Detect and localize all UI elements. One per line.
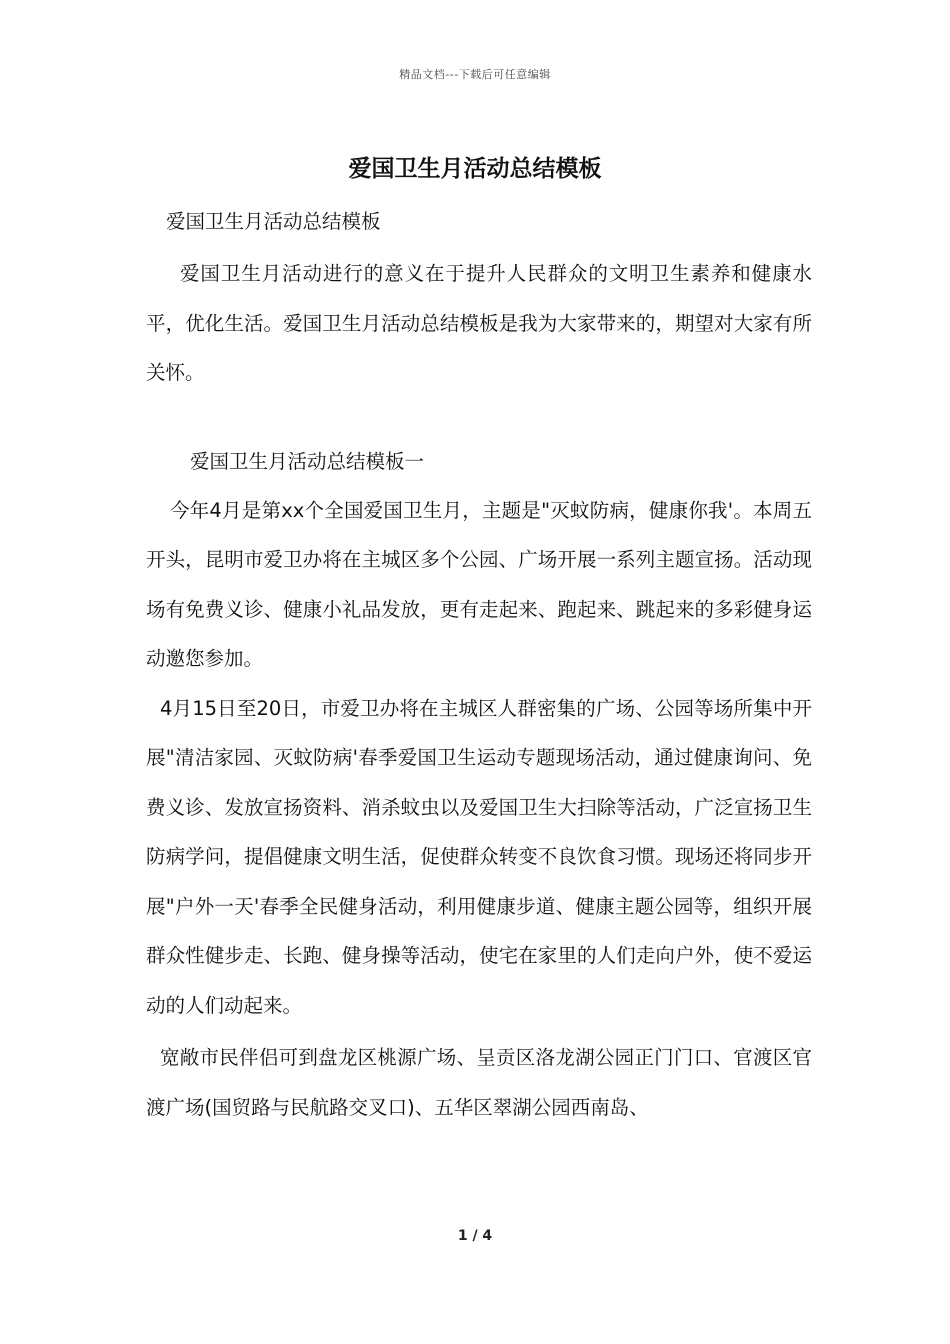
intro-paragraph: 爱国卫生月活动进行的意义在于提升人民群众的文明卫生素养和健康水平，优化生活。爱国卫生月活动总结模板是我为大家带来的，期望对大家有所关怀。	[146, 262, 812, 384]
body-paragraph-3: 宽敞市民伴侣可到盘龙区桃源广场、呈贡区洛龙湖公园正门门口、官渡区官渡广场(国贸路与民航路交叉口)、五华区翠湖公园西南岛、	[146, 1046, 812, 1119]
document-subtitle: 爱国卫生月活动总结模板	[166, 210, 381, 233]
blank-line	[146, 398, 812, 438]
body-paragraph-1: 今年4月是第xx个全国爱国卫生月，主题是"灭蚊防病，健康你我'。本周五开头，昆明市爱卫办将在主城区多个公园、广场开展一系列主题宣扬。活动现场有免费义诊、健康小礼品发放，更有走起来、跑起来、跳起来的多彩健身运动邀您参加。	[146, 498, 812, 670]
section-heading: 爱国卫生月活动总结模板一	[190, 449, 425, 473]
document-title: 爱国卫生月活动总结模板	[348, 156, 602, 182]
page-number: 1 / 4	[457, 1228, 493, 1244]
document-body	[146, 200, 812, 1132]
page-header-note: 精品文档---下载后可任意编辑	[399, 68, 551, 81]
body-paragraph-2: 4月15日至20日，市爱卫办将在主城区人群密集的广场、公园等场所集中开展"清洁家园、灭蚊防病'春季爱国卫生运动专题现场活动，通过健康询问、免费义诊、发放宣扬资料、消杀蚊虫以及爱国卫生大扫除等活动，广泛宣扬卫生防病学问，提倡健康文明生活，促使群众转变不良饮食习惯。现场还将同步开展"户外一天'春季全民健身活动，利用健康步道、健康主题公园等，组织开展群众性健步走、长跑、健身操等活动，使宅在家里的人们走向户外，使不爱运动的人们动起来。	[146, 696, 812, 1017]
